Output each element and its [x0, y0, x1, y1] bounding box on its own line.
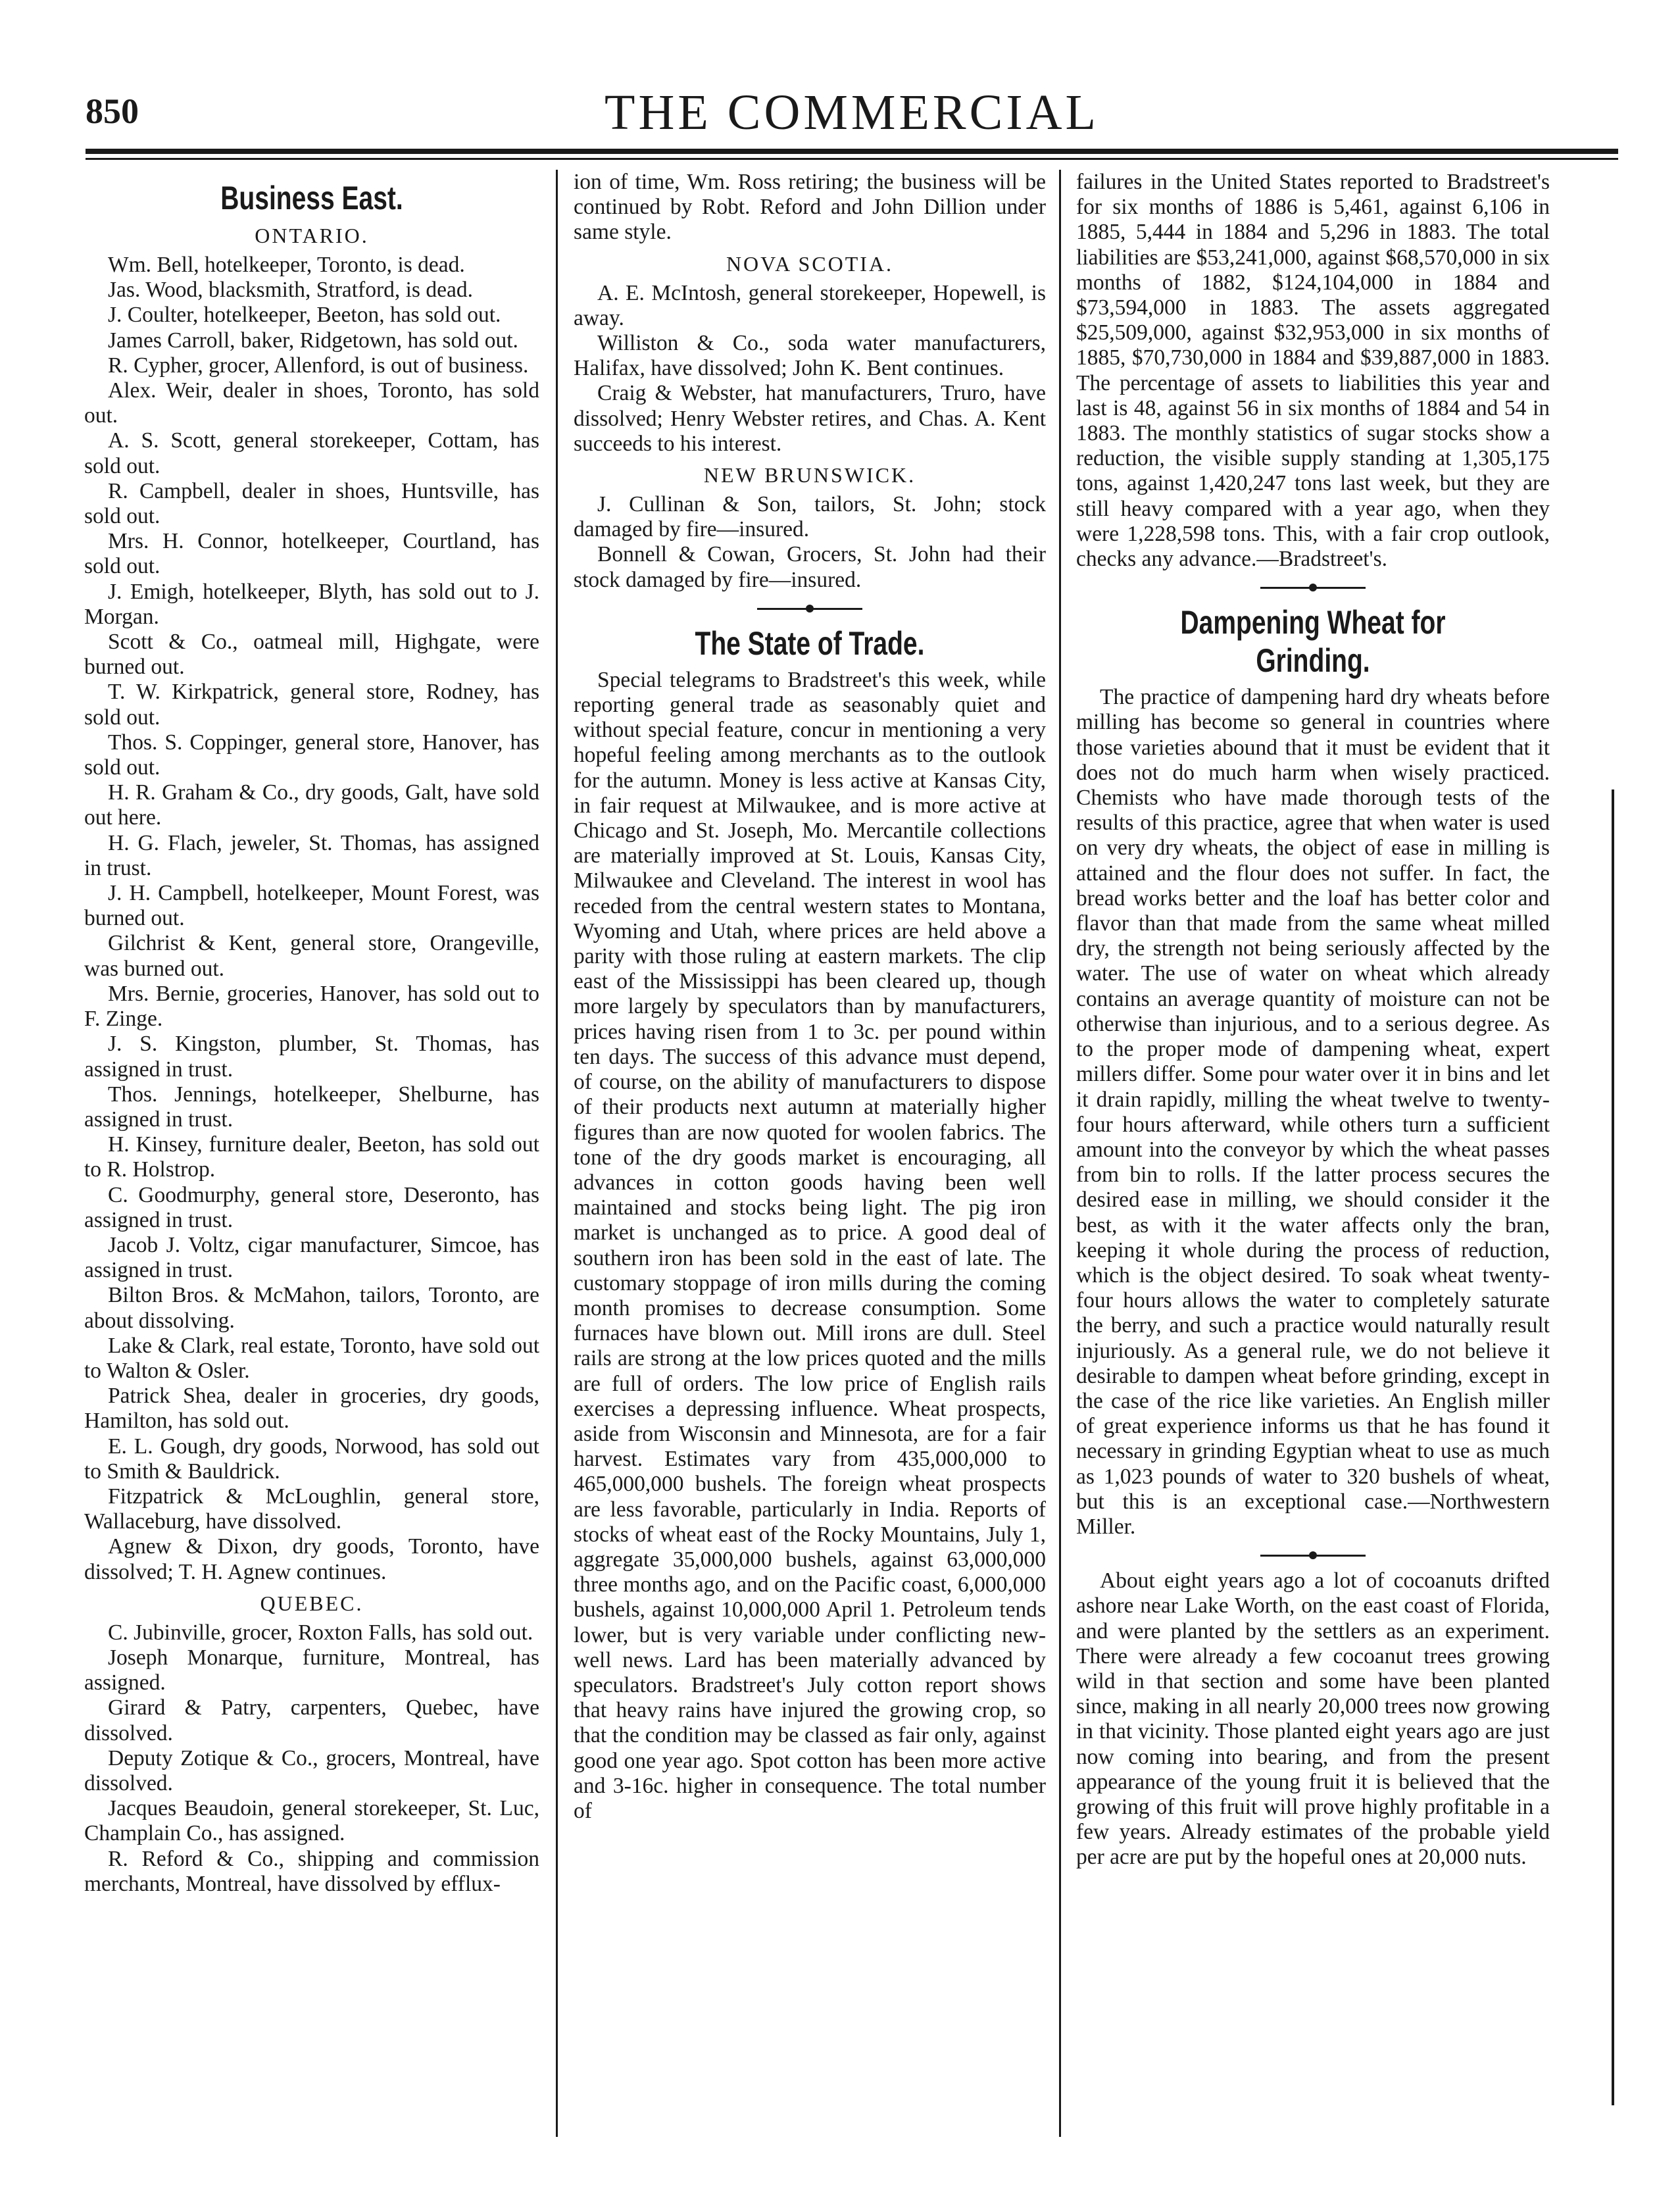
list-item: A. E. McIntosh, general storekeeper, Hopewell, is away.: [574, 280, 1046, 330]
list-item: J. H. Campbell, hotelkeeper, Mount Forest, was burned out.: [84, 881, 539, 931]
list-item: Alex. Weir, dealer in shoes, Toronto, has sold out.: [84, 378, 539, 428]
list-item: Mrs. H. Connor, hotelkeeper, Courtland, has sold out.: [84, 529, 539, 579]
list-item: H. G. Flach, jeweler, St. Thomas, has assigned in trust.: [84, 830, 539, 880]
article-body: The practice of dampening hard dry wheats before milling has become so general in countries where those varieties abound that it must be evident that it does not do much harm when wisely practiced. Chemists who have made thorough tests of the results of this practice, agree that when water is used on very dry wheats, the object of ease in milling is attained and the flour does not suffer. In fact, the bread works better and the loaf has better color and flavor than that made from the same wheat milled dry, the strength not being seriously affected by the water. The use of water on wheat which already contains an average quantity of moisture can not be otherwise than injurious, and to a serious degree. As to the proper mode of dampening wheat, expert millers differ. Some pour water over it in bins and let it drain rapidly, milling the wheat twelve to twenty-four hours afterward, while others turn a sufficient amount into the conveyor by which the wheat passes from bin to rolls. If the latter process secures the desired ease in milling, we should consider it the best, as with it the water affects only the bran, keeping it whole during the process of reduction, which is the object desired. To soak wheat twenty-four hours allows the water to completely saturate the berry, and such a practice would naturally result injuriously. As a general rule, we do not believe it desirable to dampen wheat before grinding, except in the case of the rice like varieties. An English miller of great experience informs us that he has found it necessary in grinding Egyptian wheat to use as much as 1,023 pounds of water to 320 bushels of wheat, but this is an exceptional case.—Northwestern Miller.: [1076, 685, 1550, 1539]
province-heading-quebec: QUEBEC.: [260, 1591, 364, 1615]
list-item: C. Goodmurphy, general store, Deseronto, has assigned in trust.: [84, 1182, 539, 1232]
ontario-list: [84, 253, 539, 1585]
section-separator: [1076, 580, 1550, 594]
list-item: J. S. Kingston, plumber, St. Thomas, has assigned in trust.: [84, 1032, 539, 1082]
list-item: Patrick Shea, dealer in groceries, dry goods, Hamilton, has sold out.: [84, 1384, 539, 1434]
list-item: Thos. S. Coppinger, general store, Hanover, has sold out.: [84, 730, 539, 780]
list-item: R. Reford & Co., shipping and commission merchants, Montreal, have dissolved by efflux-: [84, 1846, 539, 1896]
section-separator: [1076, 1547, 1550, 1562]
list-item: Mrs. Bernie, groceries, Hanover, has sold out to F. Zinge.: [84, 981, 539, 1032]
list-item: J. Coulter, hotelkeeper, Beeton, has sold out.: [108, 303, 501, 328]
article-body: Special telegrams to Bradstreet's this week, while reporting general trade as seasonably quiet and without special feature, concur in mentioning a very hopeful feeling among merchants as to the outlook for the autumn. Money is less active at Kansas City, in fair request at Milwaukee, and is more active at Chicago and St. Joseph, Mo. Mercantile collections are materially improved at St. Louis, Kansas City, Milwaukee and Cleveland. The interest in wool has receded from the central western states to Montana, Wyoming and Utah, where prices are held above a parity with those ruling at eastern markets. The clip east of the Mississippi has been cleared up, though more largely by speculators than by manufacturers, prices having risen from 1 to 3c. per pound within ten days. The success of this advance must depend, of course, on the ability of manufacturers to dispose of their products next autumn at materially higher figures than are now quoted for woolen fabrics. The tone of the dry goods market is encouraging, all advances in cotton goods having been well maintained and stocks being light. The pig iron market is unchanged as to price. A good deal of southern iron has been sold in the east of late. The customary stoppage of iron mills during the coming month promises to decrease consumption. Some furnaces have blown out. Mill irons are dull. Steel rails are strong at the low prices quoted and the mills are full of orders. The low price of English rails exercises a depressing influence. Wheat prospects, aside from Wisconsin and Minnesota, are for a fair harvest. Estimates vary from 435,000,000 to 465,000,000 bushels. The foreign wheat prospects are less favorable, particularly in India. Reports of stocks of wheat east of the Rocky Mountains, July 1, aggregate 35,000,000 bushels, against 63,000,000 three months ago, and on the Pacific coast, 6,000,000 bushels, against 10,000,000 April 1. Petroleum tends lower, but is very variable under conflicting new-well news. Lard has been materially advanced by speculators. Bradstreet's July cotton report shows that heavy rains have injured the growing crop, so that the condition may be classed as fair only, against good one year ago. Spot cotton has been more active and 3-16c. higher in consequence. The total number of: [574, 667, 1046, 1823]
list-item: H. R. Graham & Co., dry goods, Galt, have sold out here.: [84, 780, 539, 830]
province-heading-ontario: ONTARIO.: [255, 224, 369, 247]
continued-paragraph: ion of time, Wm. Ross retiring; the business will be continued by Robt. Reford and John Dillion under same style.: [574, 170, 1046, 245]
list-item: H. Kinsey, furniture dealer, Beeton, has sold out to R. Holstrop.: [84, 1132, 539, 1182]
list-item: Agnew & Dixon, dry goods, Toronto, have dissolved; T. H. Agnew continues.: [84, 1534, 539, 1584]
list-item: Jacob J. Voltz, cigar manufacturer, Simcoe, has assigned in trust.: [84, 1232, 539, 1283]
article-body-cocoanuts: About eight years ago a lot of cocoanuts drifted ashore near Lake Worth, on the east coast of Florida, and were planted by the settlers as an experiment. There were already a few cocoanut trees growing wild in that section and some have been planted since, making in all nearly 20,000 trees now growing in that vicinity. Those planted eight years ago are just now coming into bearing, and from the present appearance of the young fruit it is believed that the growing of this fruit will prove highly profitable in a few years. Already estimates of the probable yield per acre are put by the hopeful ones at 20,000 nuts.: [1076, 1568, 1550, 1870]
column-2: [574, 170, 1046, 2170]
quebec-list: [84, 1620, 539, 1897]
list-item: Jacques Beaudoin, general storekeeper, St. Luc, Champlain Co., has assigned.: [84, 1796, 539, 1846]
list-item: Joseph Monarque, furniture, Montreal, has assigned.: [84, 1645, 539, 1695]
list-item: E. L. Gough, dry goods, Norwood, has sold out to Smith & Bauldrick.: [84, 1434, 539, 1484]
list-item: Bilton Bros. & McMahon, tailors, Toronto, are about dissolving.: [84, 1283, 539, 1333]
list-item: Lake & Clark, real estate, Toronto, have sold out to Walton & Osler.: [84, 1333, 539, 1383]
list-item: Williston & Co., soda water manufacturers, Halifax, have dissolved; John K. Bent continues.: [574, 331, 1046, 381]
list-item: Wm. Bell, hotelkeeper, Toronto, is dead.: [108, 253, 465, 277]
column-divider: [556, 170, 558, 2137]
list-item: R. Cypher, grocer, Allenford, is out of business.: [108, 353, 529, 378]
page-header: [86, 84, 1618, 143]
section-separator: [574, 601, 1046, 615]
list-item: J. Emigh, hotelkeeper, Blyth, has sold out to J. Morgan.: [84, 579, 539, 629]
province-heading-new-brunswick: NEW BRUNSWICK.: [703, 463, 916, 488]
page-edge-rule: [1612, 789, 1614, 2105]
column-3: [1076, 170, 1550, 2170]
list-item: Scott & Co., oatmeal mill, Highgate, were burned out.: [84, 630, 539, 680]
list-item: Thos. Jennings, hotelkeeper, Shelburne, has assigned in trust.: [84, 1082, 539, 1132]
page-number: 850: [86, 91, 139, 131]
article-title-state-of-trade: The State of Trade.: [695, 624, 925, 662]
continued-paragraph: failures in the United States reported to Bradstreet's for six months of 1886 is 5,461, against 6,106 in 1885, 5,444 in 1884 and 5,296 in 1883. The total liabilities are $53,241,000, against $68,570,000 in six months of 1882, $124,104,000 in 1884 and $73,594,000 in 1883. The assets aggregated $25,509,000, against $32,953,000 in six months of 1885, $70,730,000 in 1884 and $39,887,000 in 1883. The percentage of assets to liabilities this year and last is 48, against 56 in six months of 1884 and 54 in 1883. The monthly statistics of sugar stocks show a reduction, the visible supply standing at 1,305,175 tons, against 1,420,247 tons last week, but they are still heavy compared with a year ago, when they were 1,228,598 tons. This, with a fair crop outlook, checks any advance.—Bradstreet's.: [1076, 170, 1550, 572]
article-title-dampening-wheat: Dampening Wheat for Grinding.: [1180, 604, 1446, 680]
list-item: Deputy Zotique & Co., grocers, Montreal, have dissolved.: [84, 1745, 539, 1795]
list-item: Bonnell & Cowan, Grocers, St. John had their stock damaged by fire—insured.: [574, 542, 1046, 592]
list-item: R. Campbell, dealer in shoes, Huntsville, has sold out.: [84, 478, 539, 529]
column-1: [84, 170, 539, 2170]
list-item: Girard & Patry, carpenters, Quebec, have dissolved.: [84, 1695, 539, 1745]
list-item: A. S. Scott, general storekeeper, Cottam, has sold out.: [84, 428, 539, 478]
column-divider: [1059, 170, 1061, 2137]
list-item: J. Cullinan & Son, tailors, St. John; stock damaged by fire—insured.: [574, 492, 1046, 542]
header-rule-thin: [86, 158, 1618, 160]
list-item: Fitzpatrick & McLoughlin, general store, Wallaceburg, have dissolved.: [84, 1484, 539, 1534]
list-item: James Carroll, baker, Ridgetown, has sold out.: [108, 328, 518, 353]
header-rule: [86, 149, 1618, 154]
province-heading-nova-scotia: NOVA SCOTIA.: [726, 251, 894, 276]
list-item: Craig & Webster, hat manufacturers, Truro, have dissolved; Henry Webster retires, and Chas. A. Kent succeeds to his interest.: [574, 381, 1046, 456]
list-item: Jas. Wood, blacksmith, Stratford, is dead.: [108, 278, 473, 303]
list-item: C. Jubinville, grocer, Roxton Falls, has sold out.: [108, 1620, 533, 1645]
section-title-business-east: Business East.: [220, 180, 403, 216]
list-item: Gilchrist & Kent, general store, Orangeville, was burned out.: [84, 931, 539, 981]
list-item: T. W. Kirkpatrick, general store, Rodney, has sold out.: [84, 680, 539, 730]
masthead: THE COMMERCIAL: [605, 85, 1099, 140]
